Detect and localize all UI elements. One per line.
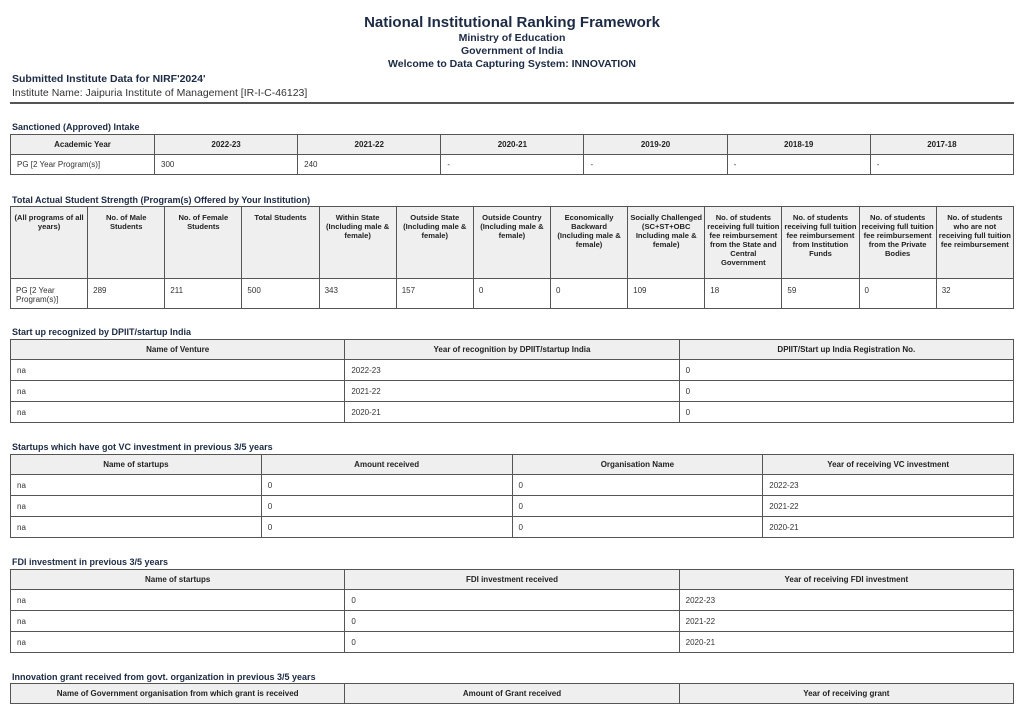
table-header-row bbox=[11, 340, 1014, 360]
table-cell: na bbox=[11, 611, 345, 632]
table-cell: 157 bbox=[396, 279, 473, 309]
table-cell: 0 bbox=[261, 517, 512, 538]
table-cell: 109 bbox=[628, 279, 705, 309]
strength-table bbox=[10, 206, 1014, 309]
table-cell: - bbox=[584, 155, 727, 175]
grant-section-title: Innovation grant received from govt. organization in previous 3/5 years bbox=[12, 672, 316, 682]
table-cell: 2021-22 bbox=[679, 611, 1013, 632]
table-cell: na bbox=[11, 475, 262, 496]
table-cell: 0 bbox=[261, 475, 512, 496]
column-header: Amount received bbox=[261, 455, 512, 475]
column-header: 2019-20 bbox=[584, 135, 727, 155]
table-cell: 2022-23 bbox=[679, 590, 1013, 611]
table-row bbox=[11, 517, 1014, 538]
table-cell: 289 bbox=[88, 279, 165, 309]
column-header: 2017-18 bbox=[870, 135, 1013, 155]
table-cell: 500 bbox=[242, 279, 319, 309]
table-row bbox=[11, 279, 1014, 309]
vc-table bbox=[10, 454, 1014, 538]
grant-table bbox=[10, 683, 1014, 704]
column-header: Name of startups bbox=[11, 570, 345, 590]
column-header: No. of students who are not receiving full tuition fee reimbursement bbox=[936, 207, 1013, 279]
table-cell: 2020-21 bbox=[679, 632, 1013, 653]
institute-info bbox=[0, 73, 1024, 100]
column-header: No. of Female Students bbox=[165, 207, 242, 279]
table-row bbox=[11, 402, 1014, 423]
column-header: FDI investment received bbox=[345, 570, 679, 590]
table-cell: - bbox=[727, 155, 870, 175]
table-row bbox=[11, 590, 1014, 611]
column-header: Year of recognition by DPIIT/startup India bbox=[345, 340, 679, 360]
table-cell: na bbox=[11, 381, 345, 402]
fdi-section-title: FDI investment in previous 3/5 years bbox=[12, 557, 169, 567]
column-header: Organisation Name bbox=[512, 455, 763, 475]
column-header: Within State (Including male & female) bbox=[319, 207, 396, 279]
table-cell: na bbox=[11, 496, 262, 517]
table-cell: PG [2 Year Program(s)] bbox=[11, 279, 88, 309]
table-cell: - bbox=[870, 155, 1013, 175]
table-header-row bbox=[11, 684, 1014, 704]
column-header: Economically Backward (Including male & female) bbox=[550, 207, 627, 279]
table-cell: 32 bbox=[936, 279, 1013, 309]
table-cell: 300 bbox=[155, 155, 298, 175]
table-cell: 0 bbox=[345, 632, 679, 653]
page-title: National Institutional Ranking Framework bbox=[364, 14, 660, 31]
startup-section-title: Start up recognized by DPIIT/startup India bbox=[12, 327, 192, 337]
table-cell: 240 bbox=[298, 155, 441, 175]
table-cell: na bbox=[11, 360, 345, 381]
startup-table bbox=[10, 339, 1014, 423]
table-cell: 0 bbox=[261, 496, 512, 517]
table-cell: 0 bbox=[512, 496, 763, 517]
table-row bbox=[11, 381, 1014, 402]
table-cell: 0 bbox=[512, 517, 763, 538]
table-header-row bbox=[11, 207, 1014, 279]
table-cell: 0 bbox=[859, 279, 936, 309]
column-header: DPIIT/Start up India Registration No. bbox=[679, 340, 1013, 360]
government-label: Government of India bbox=[460, 45, 564, 57]
column-header: 2020-21 bbox=[441, 135, 584, 155]
table-cell: 2022-23 bbox=[763, 475, 1014, 496]
table-row bbox=[11, 360, 1014, 381]
column-header: Name of Government organisation from which grant is received bbox=[11, 684, 345, 704]
column-header: Total Students bbox=[242, 207, 319, 279]
column-header: No. of students receiving full tuition fee reimbursement from Institution Funds bbox=[782, 207, 859, 279]
table-cell: 2020-21 bbox=[763, 517, 1014, 538]
column-header: Year of receiving grant bbox=[679, 684, 1013, 704]
table-cell: PG [2 Year Program(s)] bbox=[11, 155, 155, 175]
table-cell: 2020-21 bbox=[345, 402, 679, 423]
column-header: Academic Year bbox=[11, 135, 155, 155]
column-header: Outside Country (Including male & female) bbox=[473, 207, 550, 279]
table-cell: na bbox=[11, 632, 345, 653]
table-cell: 18 bbox=[705, 279, 782, 309]
column-header: Outside State (Including male & female) bbox=[396, 207, 473, 279]
table-cell: 343 bbox=[319, 279, 396, 309]
column-header: No. of students receiving full tuition fee reimbursement from the Private Bodies bbox=[859, 207, 936, 279]
column-header: No. of students receiving full tuition fee reimbursement from the State and Central Government bbox=[705, 207, 782, 279]
table-row bbox=[11, 475, 1014, 496]
table-cell: na bbox=[11, 517, 262, 538]
table-cell: 0 bbox=[345, 611, 679, 632]
institute-name: Institute Name: Jaipuria Institute of Management [IR-I-C-46123] bbox=[12, 87, 308, 99]
table-cell: 0 bbox=[473, 279, 550, 309]
table-cell: 211 bbox=[165, 279, 242, 309]
page-header bbox=[0, 0, 1024, 71]
table-row bbox=[11, 155, 1014, 175]
column-header: 2022-23 bbox=[155, 135, 298, 155]
column-header: 2018-19 bbox=[727, 135, 870, 155]
column-header: 2021-22 bbox=[298, 135, 441, 155]
fdi-table bbox=[10, 569, 1014, 653]
column-header: Year of receiving VC investment bbox=[763, 455, 1014, 475]
strength-section-title: Total Actual Student Strength (Program(s) Offered by Your Institution) bbox=[12, 195, 311, 205]
table-cell: na bbox=[11, 402, 345, 423]
table-cell: 2021-22 bbox=[345, 381, 679, 402]
table-row bbox=[11, 496, 1014, 517]
column-header: Name of startups bbox=[11, 455, 262, 475]
welcome-label: Welcome to Data Capturing System: INNOVATION bbox=[388, 58, 636, 70]
column-header: Amount of Grant received bbox=[345, 684, 679, 704]
table-cell: - bbox=[441, 155, 584, 175]
header-divider bbox=[10, 102, 1014, 104]
table-cell: 59 bbox=[782, 279, 859, 309]
intake-table bbox=[10, 134, 1014, 175]
table-cell: 0 bbox=[679, 360, 1013, 381]
table-cell: 0 bbox=[679, 402, 1013, 423]
table-cell: 0 bbox=[550, 279, 627, 309]
intake-section-title: Sanctioned (Approved) Intake bbox=[12, 122, 140, 132]
table-header-row bbox=[11, 455, 1014, 475]
table-cell: na bbox=[11, 590, 345, 611]
submitted-label: Submitted Institute Data for NIRF'2024' bbox=[12, 73, 206, 85]
column-header: No. of Male Students bbox=[88, 207, 165, 279]
column-header: Socially Challenged (SC+ST+OBC Including male & female) bbox=[628, 207, 705, 279]
ministry-label: Ministry of Education bbox=[458, 32, 566, 44]
table-cell: 2021-22 bbox=[763, 496, 1014, 517]
table-header-row bbox=[11, 570, 1014, 590]
table-row bbox=[11, 632, 1014, 653]
vc-section-title: Startups which have got VC investment in previous 3/5 years bbox=[12, 442, 273, 452]
table-cell: 0 bbox=[512, 475, 763, 496]
table-header-row bbox=[11, 135, 1014, 155]
column-header: Name of Venture bbox=[11, 340, 345, 360]
table-cell: 0 bbox=[345, 590, 679, 611]
table-cell: 2022-23 bbox=[345, 360, 679, 381]
column-header: (All programs of all years) bbox=[11, 207, 88, 279]
table-cell: 0 bbox=[679, 381, 1013, 402]
column-header: Year of receiving FDI investment bbox=[679, 570, 1013, 590]
table-row bbox=[11, 611, 1014, 632]
